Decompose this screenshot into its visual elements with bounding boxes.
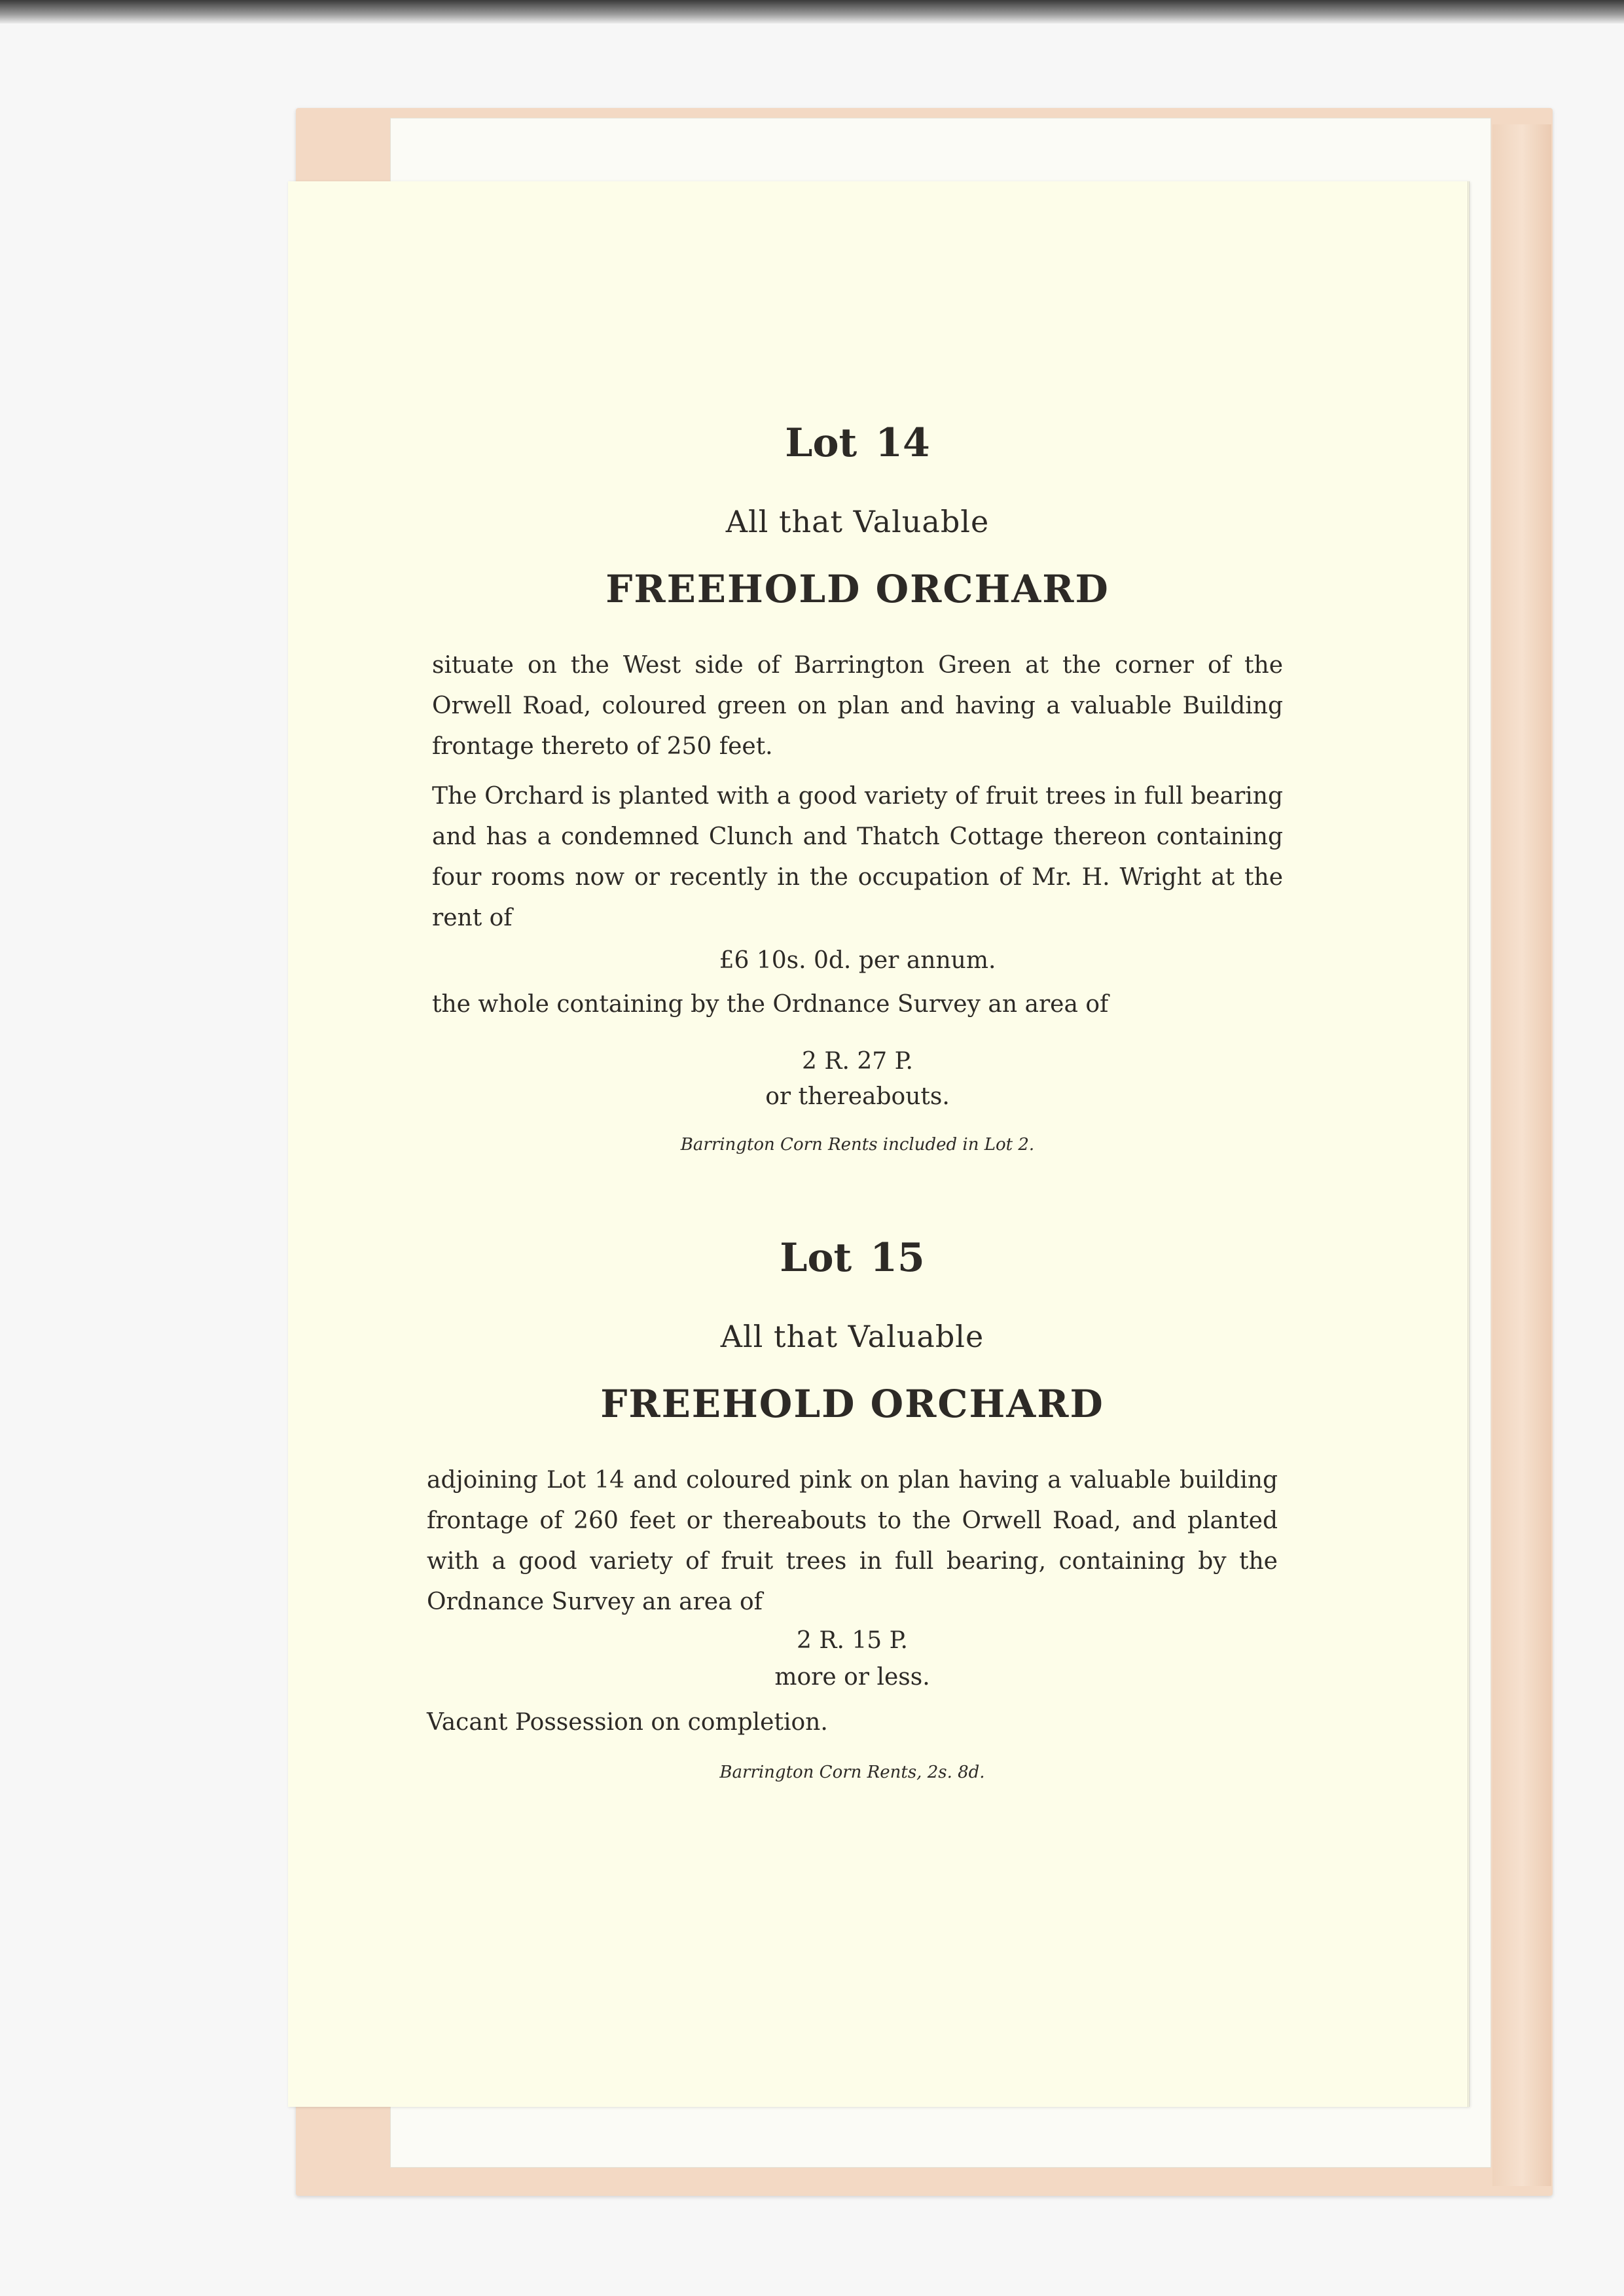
- lot-14-description: situate on the West side of Barrington Green at the corner of the Orwell Road, coloured green on plan and having a valuable Building frontage thereto of 250 feet.: [432, 652, 1283, 760]
- lot-14-section: [432, 414, 1283, 1161]
- lot-14-area-qualifier: or thereabouts.: [765, 1083, 950, 1110]
- lot-14-heading: [432, 414, 1283, 473]
- lot-15-intro: All that Valuable: [720, 1319, 984, 1354]
- lot-14-area-intro: the whole containing by the Ordnance Survey an area of: [432, 991, 1109, 1018]
- scanner-edge: [0, 0, 1624, 24]
- lot-15-title: FREEHOLD ORCHARD: [600, 1382, 1104, 1426]
- lot-14-number: 14: [875, 420, 930, 466]
- lot-15-heading: [427, 1229, 1278, 1287]
- lot-15-area: 2 R. 15 P.: [797, 1627, 908, 1654]
- lot-14-intro: All that Valuable: [725, 504, 990, 539]
- lot-15-label: Lot: [780, 1235, 852, 1281]
- lot-15-area-qualifier: more or less.: [774, 1664, 930, 1691]
- lot-14-rent: £6 10s. 0d. per annum.: [719, 947, 996, 974]
- lot-15-possession: Vacant Possession on completion.: [427, 1709, 828, 1736]
- lot-15-description: adjoining Lot 14 and coloured pink on plan having a valuable building frontage of 260 feet or thereabouts to the Orwell Road, and planted with a good variety of fruit trees in full bearing, containing by the Ordnance Survey an area of: [427, 1467, 1278, 1615]
- lot-14-area: 2 R. 27 P.: [802, 1048, 913, 1075]
- document-page: [288, 181, 1470, 2107]
- lot-15-section: [427, 1229, 1278, 1789]
- page-content: [288, 181, 1468, 2107]
- lot-14-description-2: The Orchard is planted with a good variety of fruit trees in full bearing and has a condemned Clunch and Thatch Cottage thereon containing four rooms now or recently in the occupation of Mr. H. Wright at the rent of: [432, 783, 1283, 931]
- lot-15-note: Barrington Corn Rents, 2s. 8d.: [719, 1763, 985, 1782]
- lot-14-title: FREEHOLD ORCHARD: [605, 567, 1110, 611]
- backing-sheet-edge: [1492, 124, 1551, 2186]
- lot-15-number: 15: [870, 1235, 925, 1281]
- lot-14-label: Lot: [785, 420, 857, 466]
- lot-14-note: Barrington Corn Rents included in Lot 2.: [680, 1135, 1035, 1155]
